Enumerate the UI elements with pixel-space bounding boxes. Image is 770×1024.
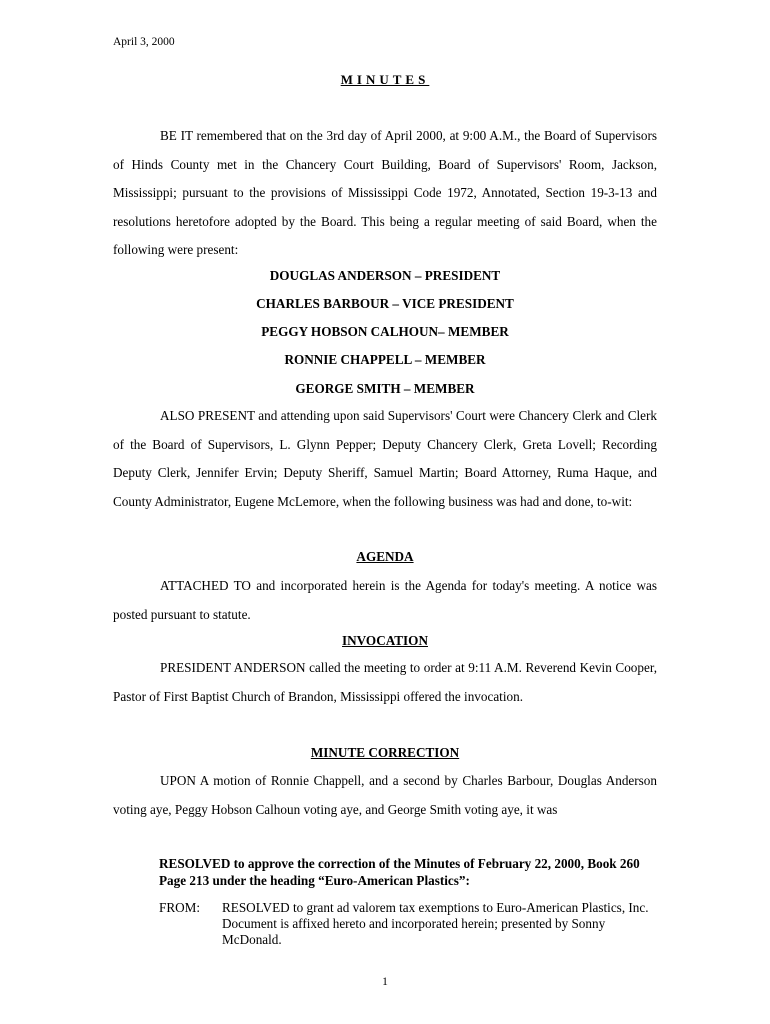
intro-paragraph: BE IT remembered that on the 3rd day of April 2000, at 9:00 A.M., the Board of Supervisors of Hinds County met in the Chancery Court Building, Board of Supervisors' Room, Jackson, Mississippi; pursuant to the provisions of Mississippi Code 1972, Annotated, Section 19-3-13 and resolutions heretofore adopted by the Board. This being a regular meeting of said Board, when the following were present: <box>113 128 657 258</box>
from-text: RESOLVED to grant ad valorem tax exemptions to Euro-American Plastics, Inc. Document is affixed hereto and incorporated herein; presented by Sonny McDonald. <box>222 900 649 948</box>
member-chappell: RONNIE CHAPPELL – MEMBER <box>284 352 486 367</box>
agenda-heading: AGENDA <box>356 549 414 564</box>
member-president: DOUGLAS ANDERSON – PRESIDENT <box>269 268 501 283</box>
minute-correction-paragraph: UPON A motion of Ronnie Chappell, and a second by Charles Barbour, Douglas Anderson voting aye, Peggy Hobson Calhoun voting aye, and George Smith voting aye, it was <box>113 773 657 817</box>
invocation-heading: INVOCATION <box>342 633 428 648</box>
agenda-paragraph: ATTACHED TO and incorporated herein is the Agenda for today's meeting. A notice was posted pursuant to statute. <box>113 578 657 622</box>
from-label: FROM: <box>159 900 201 915</box>
member-vice-president: CHARLES BARBOUR – VICE PRESIDENT <box>256 296 514 311</box>
minute-correction-heading: MINUTE CORRECTION <box>310 745 460 760</box>
invocation-paragraph: PRESIDENT ANDERSON called the meeting to order at 9:11 A.M. Reverend Kevin Cooper, Pastor of First Baptist Church of Brandon, Mississippi offered the invocation. <box>113 660 657 704</box>
resolved-statement: RESOLVED to approve the correction of the Minutes of February 22, 2000, Book 260 Page 213 under the heading “Euro-American Plastics”: <box>159 856 640 888</box>
also-present-paragraph: ALSO PRESENT and attending upon said Supervisors' Court were Chancery Clerk and Clerk of the Board of Supervisors, L. Glynn Pepper; Deputy Chancery Clerk, Greta Lovell; Recording Deputy Clerk, Jennifer Ervin; Deputy Sheriff, Samuel Martin; Board Attorney, Ruma Haque, and County Administrator, Eugene McLemore, when the following business was had and done, to-wit: <box>113 408 657 509</box>
page-number: 1 <box>382 976 388 988</box>
member-smith: GEORGE SMITH – MEMBER <box>295 381 475 396</box>
page-title: MINUTES <box>340 72 430 87</box>
member-calhoun: PEGGY HOBSON CALHOUN– MEMBER <box>261 324 509 339</box>
document-date: April 3, 2000 <box>113 36 175 48</box>
